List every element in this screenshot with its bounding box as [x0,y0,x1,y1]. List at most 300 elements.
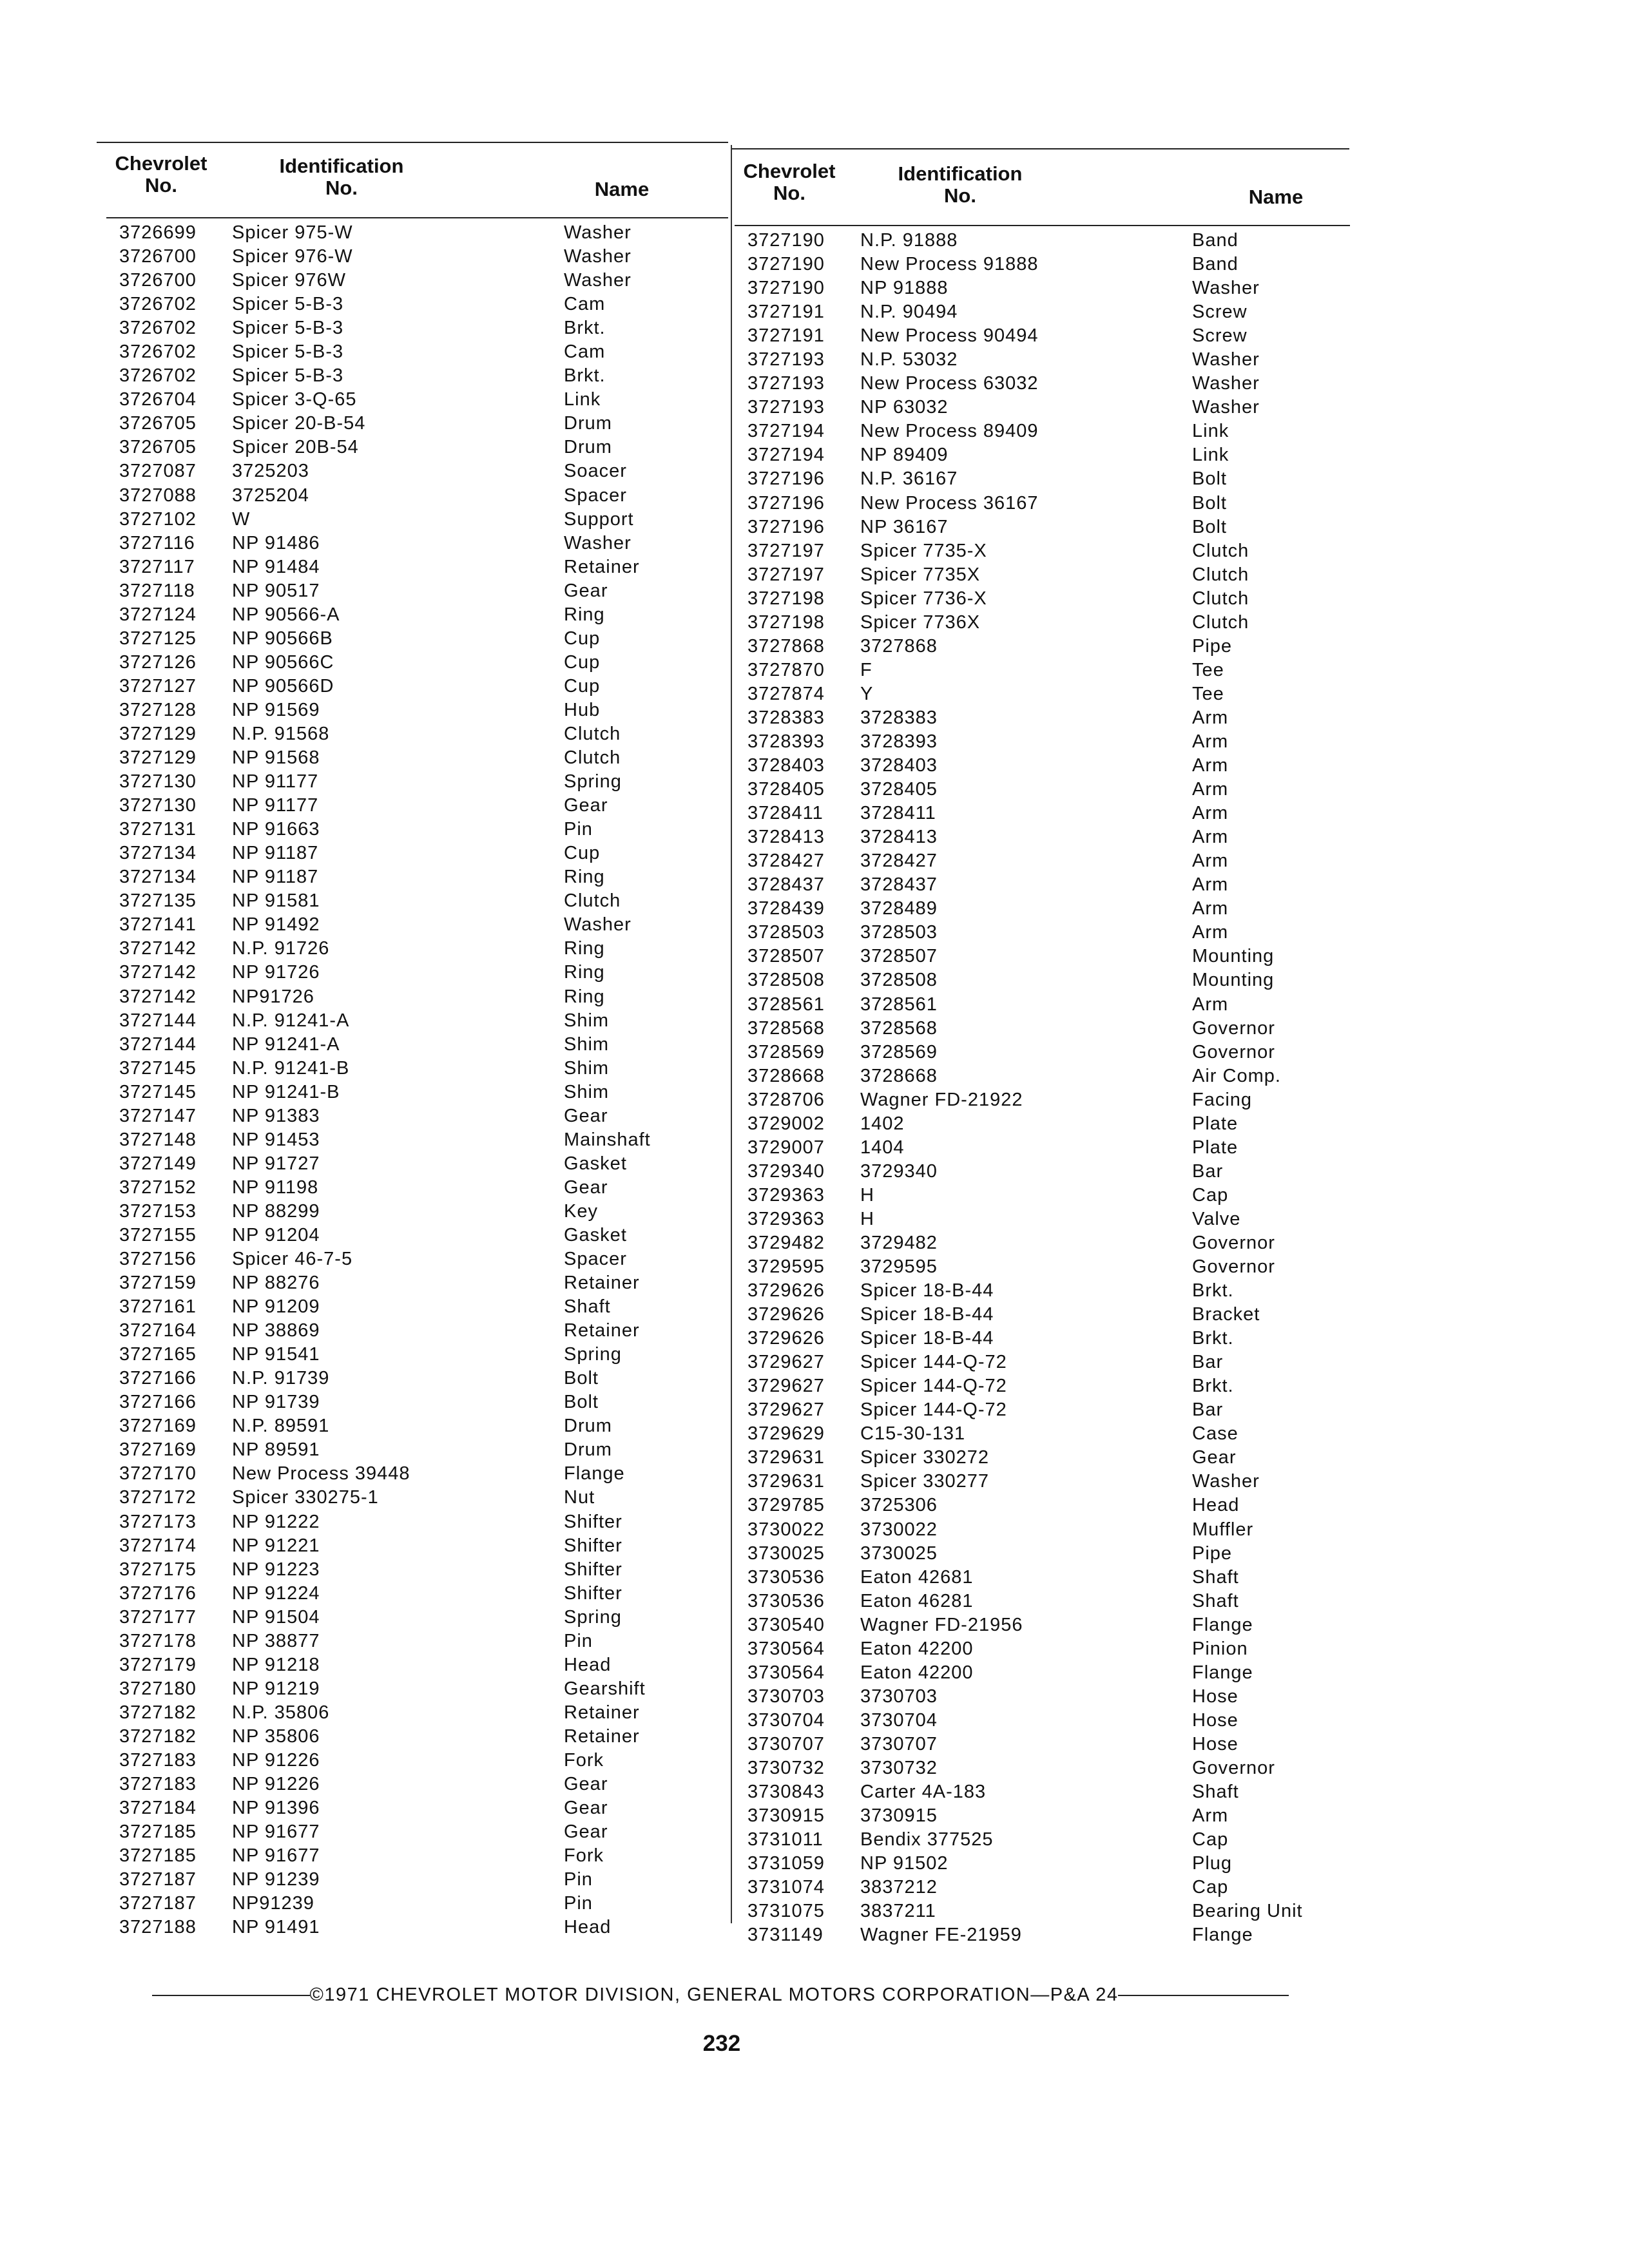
table-row [735,802,1353,825]
part-name-cell: Clutch [564,890,621,912]
part-name-cell: Drum [564,1439,612,1461]
chevrolet-no-cell: 3727141 [119,914,197,936]
part-name-cell: Gasket [564,1153,627,1174]
chevrolet-no-cell: 3730843 [747,1782,825,1803]
table-row [735,706,1353,730]
table-row [735,730,1353,754]
table-row [106,746,725,770]
chevrolet-no-cell: 3728503 [747,922,825,943]
part-name-cell: Retainer [564,1320,640,1341]
chevrolet-no-cell: 3726702 [119,341,197,363]
identification-no-cell: 3729340 [860,1160,938,1182]
table-row [106,985,725,1009]
chevrolet-no-cell: 3729626 [747,1304,825,1325]
table-row [106,913,725,937]
part-name-cell: Arm [1192,850,1229,872]
table-row [735,1733,1353,1756]
identification-no-cell: 3728561 [860,994,938,1015]
table-row [735,658,1353,682]
identification-no-cell: Spicer 3-Q-65 [232,389,357,410]
identification-no-cell: NP 90566-A [232,604,340,625]
identification-no-cell: Spicer 18-B-44 [860,1328,994,1349]
part-name-cell: Washer [1192,397,1260,418]
chevrolet-no-cell: 3727188 [119,1917,197,1938]
table-row [106,459,725,483]
chevrolet-no-cell: 3727198 [747,611,825,633]
table-row [106,1510,725,1534]
table-row [106,555,725,579]
part-name-cell: Bolt [1192,468,1227,490]
table-header-left [106,145,725,221]
chevrolet-no-cell: 3726702 [119,318,197,339]
table-row [106,1606,725,1629]
table-row [106,1629,725,1653]
identification-no-cell: NP91726 [232,986,314,1007]
identification-no-cell: NP 91224 [232,1582,320,1604]
chevrolet-no-cell: 3727145 [119,1081,197,1102]
chevrolet-no-cell: 3730564 [747,1662,825,1683]
identification-no-cell: 3729482 [860,1232,938,1253]
table-row [735,1566,1353,1590]
identification-no-cell: Spicer 144-Q-72 [860,1352,1007,1373]
part-name-cell: Shim [564,1081,610,1102]
part-name-cell: Ring [564,986,605,1007]
table-row [106,1725,725,1749]
chevrolet-no-cell: 3726700 [119,270,197,291]
table-row [735,324,1353,348]
chevrolet-no-cell: 3727135 [119,890,197,912]
chevrolet-no-cell: 3728383 [747,707,825,728]
table-row [735,921,1353,945]
part-name-cell: Screw [1192,302,1248,323]
part-name-cell: Washer [1192,349,1260,370]
chevrolet-no-cell: 3727196 [747,492,825,514]
identification-no-cell: New Process 39448 [232,1463,410,1485]
chevrolet-no-cell: 3727126 [119,651,197,673]
table-row [735,1088,1353,1112]
identification-no-cell: 3730732 [860,1758,938,1778]
identification-no-cell: NP 91663 [232,819,320,840]
table-row [106,1033,725,1057]
identification-no-cell: C15-30-131 [860,1423,966,1445]
part-name-cell: Brkt. [564,318,606,339]
table-row [106,1104,725,1128]
chevrolet-no-cell: 3730022 [747,1519,825,1540]
part-name-cell: Spacer [564,1249,627,1270]
part-name-cell: Hub [564,699,601,720]
identification-no-cell: NP 91504 [232,1606,320,1628]
table-row [106,1200,725,1224]
table-row [735,1398,1353,1422]
identification-no-cell: N.P. 91888 [860,230,958,251]
part-name-cell: Washer [564,914,631,936]
rows-right [735,229,1353,1947]
chevrolet-no-cell: 3727149 [119,1153,197,1174]
identification-no-cell: New Process 91888 [860,254,1039,275]
identification-no-cell: Spicer 7735X [860,564,981,585]
chevrolet-no-cell: 3727187 [119,1893,197,1914]
table-row [735,1327,1353,1350]
chevrolet-no-cell: 3727166 [119,1368,197,1389]
identification-no-cell: Eaton 42200 [860,1638,974,1659]
table-row [106,1916,725,1939]
chevrolet-no-cell: 3727183 [119,1750,197,1771]
identification-no-cell: F [860,659,872,680]
table-row [106,865,725,889]
identification-no-cell: N.P. 91739 [232,1368,330,1389]
part-name-cell: Cap [1192,1829,1229,1850]
table-row [735,1756,1353,1780]
table-row [106,1081,725,1104]
part-name-cell: Gear [564,1105,608,1126]
identification-no-cell: Bendix 377525 [860,1829,994,1850]
part-name-cell: Drum [564,437,612,458]
part-name-cell: Gear [564,1774,608,1795]
header-chevrolet-no: Chevrolet No. [115,152,207,197]
part-name-cell: Gear [564,1798,608,1819]
identification-no-cell: H [860,1208,874,1229]
part-name-cell: Muffler [1192,1519,1254,1540]
table-row [106,1582,725,1606]
chevrolet-no-cell: 3726702 [119,365,197,387]
chevrolet-no-cell: 3727169 [119,1439,197,1461]
identification-no-cell: 3730915 [860,1805,938,1827]
table-row [106,1486,725,1510]
identification-no-cell: NP 91396 [232,1798,320,1819]
identification-no-cell: 3728668 [860,1065,938,1086]
table-row [735,1422,1353,1446]
table-row [106,1367,725,1390]
part-name-cell: Brkt. [1192,1328,1234,1349]
identification-no-cell: NP 90566C [232,651,334,673]
part-name-cell: Shim [564,1010,610,1031]
identification-no-cell: Spicer 330272 [860,1447,990,1468]
identification-no-cell: 3730025 [860,1542,938,1564]
identification-no-cell: NP 91226 [232,1774,320,1795]
part-name-cell: Washer [564,270,631,291]
identification-no-cell: Spicer 5-B-3 [232,365,344,387]
chevrolet-no-cell: 3729363 [747,1208,825,1229]
chevrolet-no-cell: 3727187 [119,1869,197,1890]
identification-no-cell: N.P. 91241-A [232,1010,350,1031]
part-name-cell: Hose [1192,1733,1239,1754]
table-row [735,1780,1353,1804]
chevrolet-no-cell: 3727148 [119,1129,197,1150]
table-row [106,1057,725,1081]
chevrolet-no-cell: 3727152 [119,1177,197,1198]
identification-no-cell: 3725204 [232,485,309,506]
identification-no-cell: Spicer 7736X [860,611,981,633]
identification-no-cell: Eaton 46281 [860,1590,974,1611]
part-name-cell: Soacer [564,461,627,482]
part-name-cell: Arm [1192,755,1229,776]
chevrolet-no-cell: 3730540 [747,1614,825,1635]
table-row [735,587,1353,611]
table-row [735,754,1353,778]
identification-no-cell: NP 91198 [232,1177,319,1198]
part-name-cell: Arm [1192,827,1229,848]
identification-no-cell: NP 91187 [232,843,319,864]
chevrolet-no-cell: 3727182 [119,1702,197,1723]
identification-no-cell: Spicer 7736-X [860,588,987,609]
table-row [106,1653,725,1677]
table-row [735,229,1353,253]
table-row [106,627,725,651]
top-rule-left [97,142,728,143]
part-name-cell: Arm [1192,707,1229,728]
table-row [106,221,725,245]
chevrolet-no-cell: 3729629 [747,1423,825,1445]
chevrolet-no-cell: 3727172 [119,1487,197,1508]
identification-no-cell: 1404 [860,1137,905,1158]
part-name-cell: Pinion [1192,1638,1248,1659]
part-name-cell: Pin [564,819,593,840]
part-name-cell: Spring [564,771,622,793]
part-name-cell: Governor [1192,1232,1275,1253]
chevrolet-no-cell: 3727190 [747,254,825,275]
part-name-cell: Drum [564,1416,612,1437]
identification-no-cell: NP 91177 [232,771,319,793]
identification-no-cell: Wagner FD-21956 [860,1614,1023,1635]
chevrolet-no-cell: 3727145 [119,1057,197,1079]
chevrolet-no-cell: 3727134 [119,867,197,888]
identification-no-cell: NP 91218 [232,1654,320,1675]
identification-no-cell: NP 91221 [232,1535,320,1556]
chevrolet-no-cell: 3730564 [747,1638,825,1659]
identification-no-cell: N.P. 35806 [232,1702,330,1723]
table-row [735,467,1353,491]
identification-no-cell: 1402 [860,1113,905,1134]
table-row [735,443,1353,467]
table-row [735,1542,1353,1566]
chevrolet-no-cell: 3728403 [747,755,825,776]
part-name-cell: Bar [1192,1352,1224,1373]
table-row [106,508,725,532]
part-name-cell: Gear [564,795,608,816]
identification-no-cell: 3728411 [860,803,936,824]
part-name-cell: Mounting [1192,970,1275,991]
part-name-cell: Ring [564,867,605,888]
table-row [735,873,1353,897]
table-row [735,1828,1353,1852]
identification-no-cell: 3728503 [860,922,938,943]
parts-table-left [106,145,725,1939]
part-name-cell: Bolt [564,1368,599,1389]
chevrolet-no-cell: 3729002 [747,1113,825,1134]
chevrolet-no-cell: 3727180 [119,1678,197,1699]
identification-no-cell: NP 91177 [232,795,319,816]
table-row [106,1534,725,1558]
chevrolet-no-cell: 3727153 [119,1200,197,1222]
chevrolet-no-cell: 3727134 [119,843,197,864]
identification-no-cell: New Process 36167 [860,492,1039,514]
part-name-cell: Shaft [564,1296,611,1318]
chevrolet-no-cell: 3728437 [747,874,825,896]
part-name-cell: Plate [1192,1137,1239,1158]
table-row [735,1374,1353,1398]
table-row [735,849,1353,873]
table-row [106,1295,725,1319]
part-name-cell: Head [1192,1495,1240,1516]
chevrolet-no-cell: 3730703 [747,1686,825,1707]
identification-no-cell: Spicer 20B-54 [232,437,359,458]
identification-no-cell: Spicer 5-B-3 [232,341,344,363]
part-name-cell: Tee [1192,659,1224,680]
part-name-cell: Spring [564,1344,622,1365]
part-name-cell: Brkt. [1192,1280,1234,1302]
table-row [735,1160,1353,1184]
part-name-cell: Arm [1192,779,1229,800]
part-name-cell: Cup [564,675,601,697]
table-row [735,1852,1353,1876]
chevrolet-no-cell: 3727128 [119,699,197,720]
chevrolet-no-cell: 3729340 [747,1160,825,1182]
chevrolet-no-cell: 3729482 [747,1232,825,1253]
part-name-cell: Pin [564,1893,593,1914]
identification-no-cell: Spicer 20-B-54 [232,413,366,434]
chevrolet-no-cell: 3731011 [747,1829,824,1850]
part-name-cell: Key [564,1200,598,1222]
part-name-cell: Nut [564,1487,595,1508]
table-row [106,579,725,603]
part-name-cell: Shim [564,1057,610,1079]
identification-no-cell: N.P. 91568 [232,723,330,744]
part-name-cell: Shaft [1192,1782,1239,1803]
chevrolet-no-cell: 3727191 [747,302,825,323]
table-row [735,897,1353,921]
identification-no-cell: 3725203 [232,461,309,482]
part-name-cell: Bracket [1192,1304,1260,1325]
chevrolet-no-cell: 3730707 [747,1733,825,1754]
chevrolet-no-cell: 3727197 [747,564,825,585]
chevrolet-no-cell: 3728413 [747,827,825,848]
identification-no-cell: 3837211 [860,1901,936,1922]
identification-no-cell: 3727868 [860,635,938,657]
identification-no-cell: Spicer 330275-1 [232,1487,379,1508]
identification-no-cell: W [232,508,251,530]
part-name-cell: Bolt [1192,516,1227,537]
chevrolet-no-cell: 3727088 [119,485,197,506]
chevrolet-no-cell: 3726702 [119,294,197,315]
identification-no-cell: NP 38869 [232,1320,320,1341]
table-row [735,611,1353,635]
identification-no-cell: Carter 4A-183 [860,1782,987,1803]
part-name-cell: Head [564,1917,612,1938]
identification-no-cell: NP 89591 [232,1439,320,1461]
part-name-cell: Cup [564,628,601,649]
table-row [106,889,725,913]
part-name-cell: Case [1192,1423,1239,1445]
rows-left [106,221,725,1939]
copyright-text: ©1971 CHEVROLET MOTOR DIVISION, GENERAL MOTORS CORPORATION—P&A 24 [309,1984,1119,2005]
table-row [106,1176,725,1200]
chevrolet-no-cell: 3729627 [747,1399,825,1421]
header-name: Name [1248,186,1304,208]
chevrolet-no-cell: 3727144 [119,1010,197,1031]
part-name-cell: Washer [564,532,631,553]
chevrolet-no-cell: 3726700 [119,246,197,267]
table-row [106,412,725,436]
identification-no-cell: 3837212 [860,1877,938,1898]
part-name-cell: Pin [564,1869,593,1890]
table-row [106,269,725,293]
identification-no-cell: Wagner FE-21959 [860,1925,1022,1946]
table-row [106,1224,725,1247]
part-name-cell: Shim [564,1033,610,1055]
table-row [106,794,725,818]
part-name-cell: Washer [1192,373,1260,394]
part-name-cell: Gear [564,1177,608,1198]
table-row [106,1868,725,1892]
identification-no-cell: NP91239 [232,1893,314,1914]
part-name-cell: Arm [1192,874,1229,896]
part-name-cell: Fork [564,1750,604,1771]
part-name-cell: Ring [564,604,605,625]
table-row [735,1446,1353,1470]
part-name-cell: Arm [1192,898,1229,919]
identification-no-cell: 3730022 [860,1519,938,1540]
identification-no-cell: NP 91241-A [232,1033,340,1055]
part-name-cell: Head [564,1654,612,1675]
table-row [735,1590,1353,1613]
identification-no-cell: 3728403 [860,755,938,776]
identification-no-cell: NP 91726 [232,962,320,983]
part-name-cell: Ring [564,938,605,959]
table-row [106,1009,725,1033]
part-name-cell: Shaft [1192,1566,1239,1588]
identification-no-cell: Eaton 42200 [860,1662,974,1683]
identification-no-cell: NP 91502 [860,1853,949,1874]
identification-no-cell: 3728405 [860,779,938,800]
chevrolet-no-cell: 3730704 [747,1709,825,1731]
table-row [735,300,1353,324]
table-row [106,316,725,340]
chevrolet-no-cell: 3727142 [119,938,197,959]
table-row [106,818,725,841]
table-row [106,1343,725,1367]
parts-table-right [735,153,1353,1947]
part-name-cell: Washer [1192,278,1260,299]
part-name-cell: Link [1192,445,1229,466]
part-name-cell: Pipe [1192,1542,1233,1564]
chevrolet-no-cell: 3728569 [747,1041,825,1062]
table-row [735,1876,1353,1899]
identification-no-cell: NP 91739 [232,1392,320,1413]
identification-no-cell: NP 91219 [232,1678,320,1699]
table-row [106,841,725,865]
chevrolet-no-cell: 3728411 [747,803,824,824]
chevrolet-no-cell: 3727196 [747,516,825,537]
part-name-cell: Mainshaft [564,1129,651,1150]
part-name-cell: Hose [1192,1709,1239,1731]
table-row [735,1637,1353,1661]
chevrolet-no-cell: 3727147 [119,1105,197,1126]
part-name-cell: Clutch [1192,564,1249,585]
part-name-cell: Hose [1192,1686,1239,1707]
chevrolet-no-cell: 3727185 [119,1821,197,1843]
table-row [106,1701,725,1725]
table-row [735,539,1353,563]
chevrolet-no-cell: 3727155 [119,1224,197,1245]
chevrolet-no-cell: 3727129 [119,723,197,744]
header-rule-right [735,225,1350,226]
identification-no-cell: 3728508 [860,970,938,991]
table-row [106,1414,725,1438]
table-row [106,245,725,269]
identification-no-cell: Spicer 5-B-3 [232,294,344,315]
part-name-cell: Gearshift [564,1678,646,1699]
identification-no-cell: NP 90517 [232,580,320,601]
